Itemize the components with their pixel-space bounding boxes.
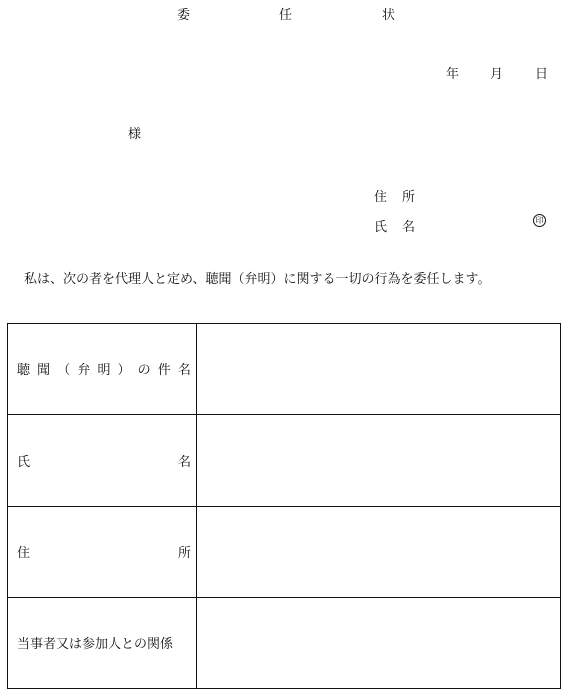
title-char: 状 (382, 8, 396, 23)
row-label-address: 住 所 (17, 546, 191, 561)
addressee-honorific: 様 (128, 127, 142, 142)
value-cell-hearing-subject[interactable] (198, 324, 560, 414)
delegation-statement: 私は、次の者を代理人と定め、聴聞（弁明）に関する一切の行為を委任します。 (24, 272, 491, 287)
title-char: 任 (279, 8, 293, 23)
date-month-label: 月 (490, 67, 504, 82)
date-day-label: 日 (535, 67, 549, 82)
row-label-relationship: 当事者又は参加人との関係 (17, 637, 174, 652)
value-cell-relationship[interactable] (198, 598, 560, 688)
row-label-hearing-subject: 聴 聞 （ 弁 明 ） の 件 名 (17, 363, 191, 378)
name-label-char: 氏 (374, 220, 388, 235)
title-char: 委 (177, 8, 191, 23)
seal-mark-icon: 印 (533, 214, 546, 227)
date-year-label: 年 (446, 67, 460, 82)
row-label-name: 氏 名 (17, 455, 191, 470)
value-cell-address[interactable] (198, 507, 560, 597)
address-label-char: 住 (374, 190, 388, 205)
value-cell-name[interactable] (198, 415, 560, 506)
address-label-char: 所 (402, 190, 416, 205)
name-label-char: 名 (402, 220, 416, 235)
